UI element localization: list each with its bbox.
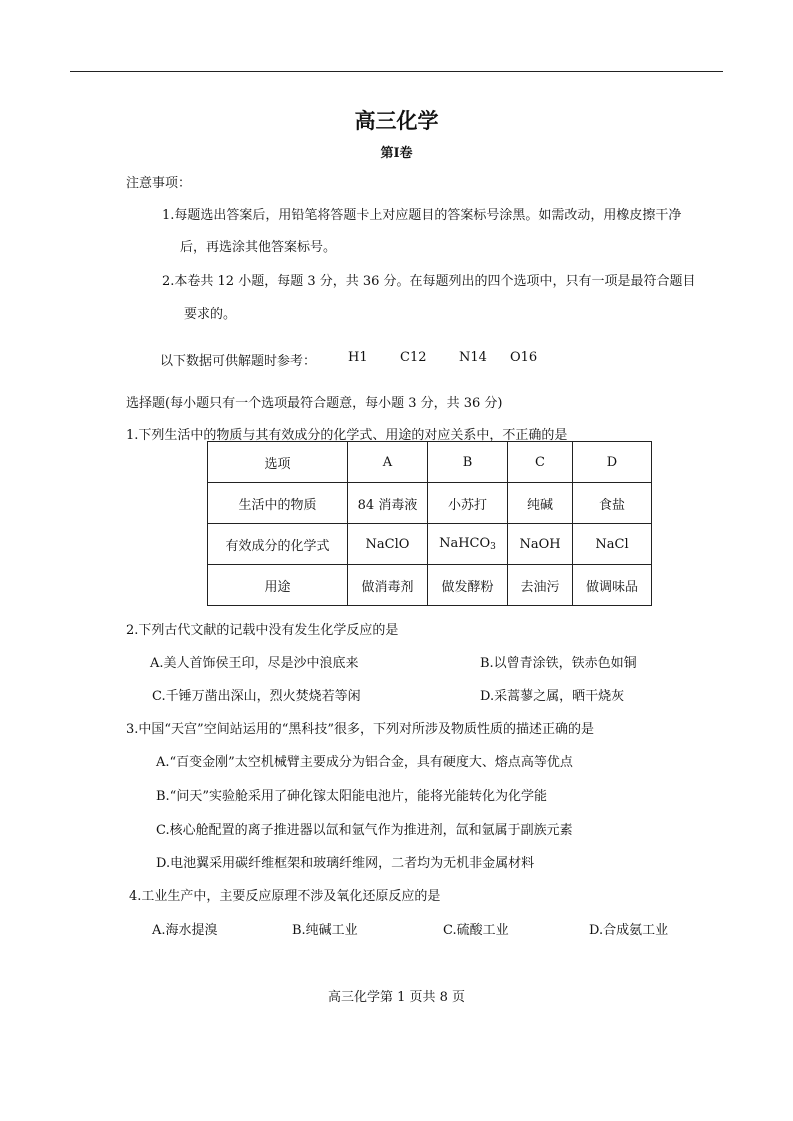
atom-h: H1 <box>348 350 368 365</box>
table-cell: 做发酵粉 <box>428 565 508 606</box>
q4-option-d: D.合成氨工业 <box>589 923 669 938</box>
q4-option-b: B.纯碱工业 <box>292 923 358 938</box>
section-intro: 选择题(每小题只有一个选项最符合题意，每小题 3 分，共 36 分) <box>126 396 503 411</box>
table-cell <box>428 524 508 565</box>
q2-stem: 2.下列古代文献的记载中没有发生化学反应的是 <box>126 623 399 638</box>
note-1-line-2: 后，再选涂其他答案标号。 <box>180 240 337 255</box>
table-cell: 纯碱 <box>508 483 573 524</box>
reference-label: 以下数据可供解题时参考： <box>160 354 317 369</box>
table-cell: 去油污 <box>508 565 573 606</box>
notes-heading: 注意事项： <box>126 176 192 191</box>
header-rule <box>70 71 723 72</box>
table-cell: 做调味品 <box>573 565 652 606</box>
page-footer: 高三化学第 1 页共 8 页 <box>327 990 466 1005</box>
page-title: 高三化学 <box>354 108 439 133</box>
table-cell: 用途 <box>208 565 348 606</box>
table-cell: 生活中的物质 <box>208 483 348 524</box>
table-cell: 做消毒剂 <box>348 565 428 606</box>
table-cell: C <box>508 442 573 483</box>
section-title: 第Ⅰ卷 <box>380 146 413 161</box>
q4-option-c: C.硫酸工业 <box>443 923 509 938</box>
note-2-line-2: 要求的。 <box>184 307 237 322</box>
q1-table <box>207 441 652 606</box>
table-cell: D <box>573 442 652 483</box>
q4-option-a: A.海水提溴 <box>152 923 218 938</box>
table-row <box>208 565 652 606</box>
table-cell: 选项 <box>208 442 348 483</box>
q2-option-b: B.以曾青涂铁，铁赤色如铜 <box>480 656 637 671</box>
table-cell: 食盐 <box>573 483 652 524</box>
table-cell: 有效成分的化学式 <box>208 524 348 565</box>
note-2-line-1: 2.本卷共 12 小题，每题 3 分，共 36 分。在每题列出的四个选项中，只有一项是最符合题目 <box>162 274 696 289</box>
q2-option-a: A.美人首饰侯王印，尽是沙中浪底来 <box>150 656 359 671</box>
table-cell: 小苏打 <box>428 483 508 524</box>
q3-option-d: D.电池翼采用碳纤维框架和玻璃纤维网，二者均为无机非金属材料 <box>156 856 535 871</box>
q2-option-c: C.千锤万凿出深山，烈火焚烧若等闲 <box>152 689 361 704</box>
table-row <box>208 483 652 524</box>
q3-option-b: B.“问天”实验舱采用了砷化镓太阳能电池片，能将光能转化为化学能 <box>156 789 547 804</box>
atom-o: O16 <box>510 350 538 365</box>
table-cell: NaClO <box>348 524 428 565</box>
formula-main: NaHCO <box>439 536 491 551</box>
table-cell: NaCl <box>573 524 652 565</box>
q3-option-c: C.核心舱配置的离子推进器以氙和氩气作为推进剂，氙和氩属于副族元素 <box>156 823 573 838</box>
atom-c: C12 <box>400 350 427 365</box>
table-cell: B <box>428 442 508 483</box>
q4-stem: 4.工业生产中，主要反应原理不涉及氧化还原反应的是 <box>129 889 441 904</box>
q1-stem: 1.下列生活中的物质与其有效成分的化学式、用途的对应关系中，不正确的是 <box>126 428 568 443</box>
table-cell: NaOH <box>508 524 573 565</box>
table-cell: A <box>348 442 428 483</box>
q3-stem: 3.中国“天宫”空间站运用的“黑科技”很多，下列对所涉及物质性质的描述正确的是 <box>126 722 594 737</box>
note-1-line-1: 1.每题选出答案后，用铅笔将答题卡上对应题目的答案标号涂黑。如需改动，用橡皮擦干净 <box>162 208 682 223</box>
atom-n: N14 <box>459 350 487 365</box>
table-row <box>208 442 652 483</box>
q3-option-a: A.“百变金刚”太空机械臂主要成分为铝合金，具有硬度大、熔点高等优点 <box>156 755 573 770</box>
q2-option-d: D.采蒿蓼之属，晒干烧灰 <box>480 689 625 704</box>
table-cell: 84 消毒液 <box>348 483 428 524</box>
formula-subscript: 3 <box>490 542 496 552</box>
table-row <box>208 524 652 565</box>
